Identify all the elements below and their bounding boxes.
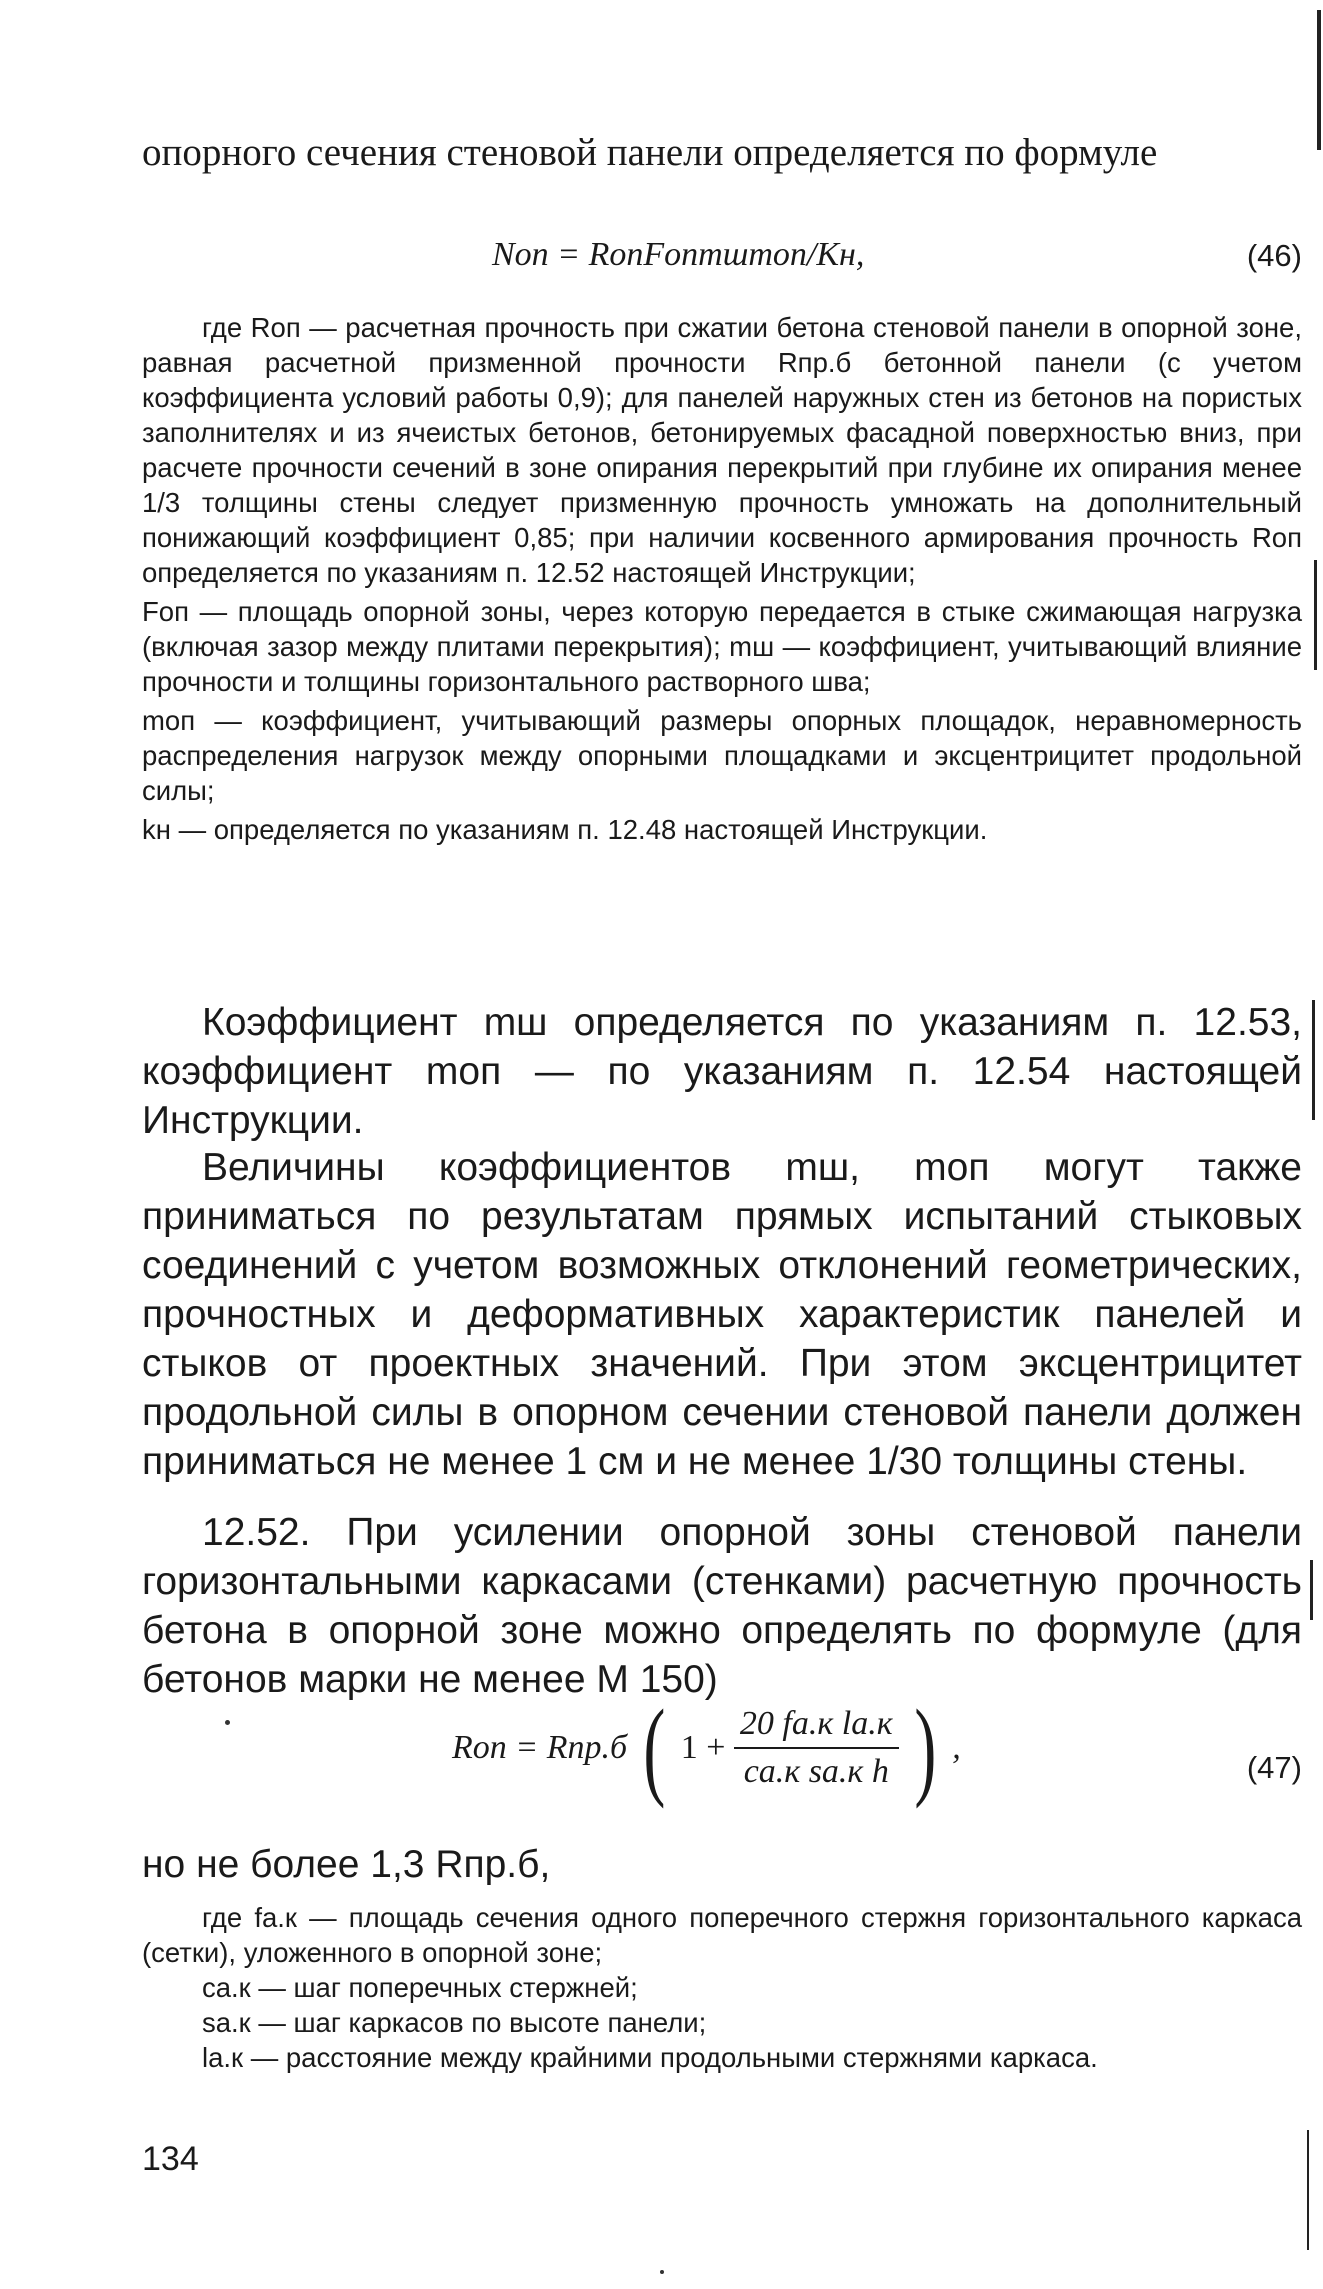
formula-47-number: (47) (1246, 1750, 1302, 1785)
definition-k-n: kн — определяется по указаниям п. 12.48 настоящей Инструкции. (142, 814, 988, 845)
definition-m-op: mоп — коэффициент, учитывающий размеры опорных площадок, неравномерность распределения нагрузок между опорными площадками и эксцентрицитет продольной силы; (142, 705, 1302, 806)
intro-text: опорного сечения стеновой панели определяется по формуле (142, 131, 1158, 174)
formula-47-one-plus: 1 + (680, 1729, 726, 1766)
page-number: 134 (142, 2140, 199, 2178)
formula-46: Nоп = RопFопmшmоп/Kн, (492, 236, 865, 273)
formula-46-number: (46) (1246, 238, 1302, 273)
formula-47-fraction (734, 1705, 899, 1791)
scan-edge-mark (1317, 10, 1321, 150)
definition-s-ak: sа.к — шаг каркасов по высоте панели; (202, 2007, 707, 2038)
formula-47-left-paren: ( (642, 1687, 665, 1809)
scan-speck (660, 2270, 664, 2274)
formula-46-row (142, 236, 1302, 286)
definitions-46 (142, 310, 1302, 847)
definitions-47 (142, 1900, 1302, 2075)
definition-r-op: где Rоп — расчетная прочность при сжатии бетона стеновой панели в опорной зоне, равная расчетной призменной прочности Rпр.б бетонной панели (с учетом коэффициента условий работы 0,9); для панелей наружных стен из бетонов на пористых заполнителях и из ячеистых бетонов, бетонируемых фасадной поверхностью вниз, при расчете прочности сечений в зоне опирания перекрытий при глубине их опирания менее 1/3 толщины стены следует призменную прочность умножать на дополнительный понижающий коэффициент 0,85; при наличии косвенного армирования прочность Rоп определяется по указаниям п. 12.52 настоящей Инструкции; (142, 312, 1302, 588)
formula-47-numerator: 20 fа.к lа.к (734, 1705, 899, 1749)
scan-edge-mark (1307, 2130, 1309, 2250)
definition-c-ak: cа.к — шаг поперечных стержней; (202, 1972, 638, 2003)
scan-edge-mark (1310, 1560, 1313, 1620)
formula-47-right-paren: ) (914, 1687, 937, 1809)
definition-l-ak: lа.к — расстояние между крайними продольными стержнями каркаса. (202, 2042, 1098, 2073)
paragraph-values: Величины коэффициентов mш, mоп могут также приниматься по результатам прямых испытаний стыковых соединений с учетом возможных отклонений геометрических, прочностных и деформативных характеристик панелей и стыков от проектных значений. При этом эксцентрицитет продольной силы в опорном сечении стеновой панели должен приниматься не менее 1 см и не менее 1/30 толщины стены. (142, 1146, 1302, 1483)
formula-47-denominator: cа.к sа.к h (743, 1753, 889, 1790)
formula-47 (452, 1687, 961, 1809)
scan-speck (225, 1720, 230, 1725)
formula-47-row (142, 1687, 1302, 1825)
scan-edge-mark (1312, 1000, 1315, 1120)
paragraph-coefficient: Коэффициент mш определяется по указаниям п. 12.53, коэффициент mоп — по указаниям п. 12.54 настоящей Инструкции. (142, 1001, 1302, 1142)
paragraph-12-52: 12.52. При усилении опорной зоны стеновой панели горизонтальными каркасами (стенками) расчетную прочность бетона в опорной зоне можно определять по формуле (для бетонов марки не менее М 150) (142, 1511, 1302, 1701)
formula-47-tail: , (952, 1729, 961, 1766)
scan-edge-mark (1314, 560, 1317, 670)
formula-47-lhs: Rоп = Rпр.б (452, 1729, 628, 1766)
definition-f-op: Fоп — площадь опорной зоны, через которую передается в стыке сжимающая нагрузка (включая зазор между плитами перекрытия); mш — коэффициент, учитывающий влияние прочности и толщины горизонтального растворного шва; (142, 596, 1302, 697)
after-formula-47: но не более 1,3 Rпр.б, (142, 1843, 551, 1886)
definition-f-ak: где fа.к — площадь сечения одного поперечного стержня горизонтального каркаса (сетки), уложенного в опорной зоне; (142, 1902, 1302, 1968)
